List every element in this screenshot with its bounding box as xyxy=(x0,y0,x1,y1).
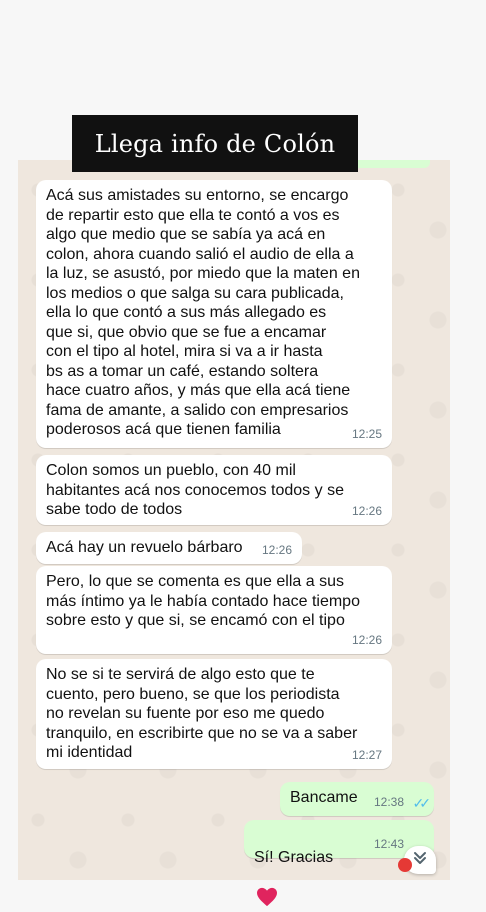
message-bubble-incoming[interactable] xyxy=(36,180,392,448)
message-bubble-incoming[interactable] xyxy=(36,659,392,769)
message-bubble-incoming[interactable] xyxy=(36,532,302,564)
message-text: Sí! Gracias xyxy=(254,848,334,866)
red-heart-icon xyxy=(256,867,278,912)
outgoing-message-peek xyxy=(350,160,430,168)
message-text: Acá hay un revuelo bárbaro xyxy=(46,539,243,556)
notification-dot xyxy=(398,858,412,872)
banner-title: Llega info de Colón xyxy=(94,129,336,158)
message-bubble-outgoing[interactable] xyxy=(280,782,434,816)
message-time: 12:26 xyxy=(261,542,292,557)
message-bubble-incoming[interactable] xyxy=(36,455,392,525)
message-time: 12:43 xyxy=(373,836,404,851)
message-time: 12:26 xyxy=(351,503,382,518)
message-text: No se si te servirá de algo esto que te cuento, pero bueno, se que los periodista no revelan su fuente por eso me quedo tranquilo, en escribirte que no se va a saber mi identidad xyxy=(46,666,358,761)
message-text: Colon somos un pueblo, con 40 mil habitantes acá nos conocemos todos y se sabe todo de todos xyxy=(46,462,344,518)
message-text: Bancame xyxy=(290,789,358,806)
double-chevron-down-icon xyxy=(413,850,427,871)
message-time: 12:26 xyxy=(351,632,382,647)
message-text: Pero, lo que se comenta es que ella a sus más íntimo ya le había contado hace tiempo sobre esto y que si, se encamó con el tipo xyxy=(46,573,360,629)
message-time: 12:25 xyxy=(351,426,382,441)
message-bubble-incoming[interactable] xyxy=(36,566,392,654)
message-time: 12:27 xyxy=(351,747,382,762)
message-text: Acá sus amistades su entorno, se encargo de repartir esto que ella te contó a vos es algo que medio que se sabía ya acá en colon, ahora cuando salió el audio de ella a la luz, se asustó, por miedo que la maten en los medios o que salga su cara publicada, ella lo que contó a sus más allegado es que si, que obvio que se fue a encamar con el tipo al hotel, mira si va a ir hasta bs as a tomar un café, estando soltera hace cuatro años, y más que ella acá tiene fama de amante, a salido con empresarios poderosos acá que tienen familia xyxy=(46,187,360,438)
double-check-icon: ✓✓ xyxy=(412,794,426,811)
title-banner xyxy=(72,115,358,172)
message-time: 12:38 xyxy=(373,794,404,809)
